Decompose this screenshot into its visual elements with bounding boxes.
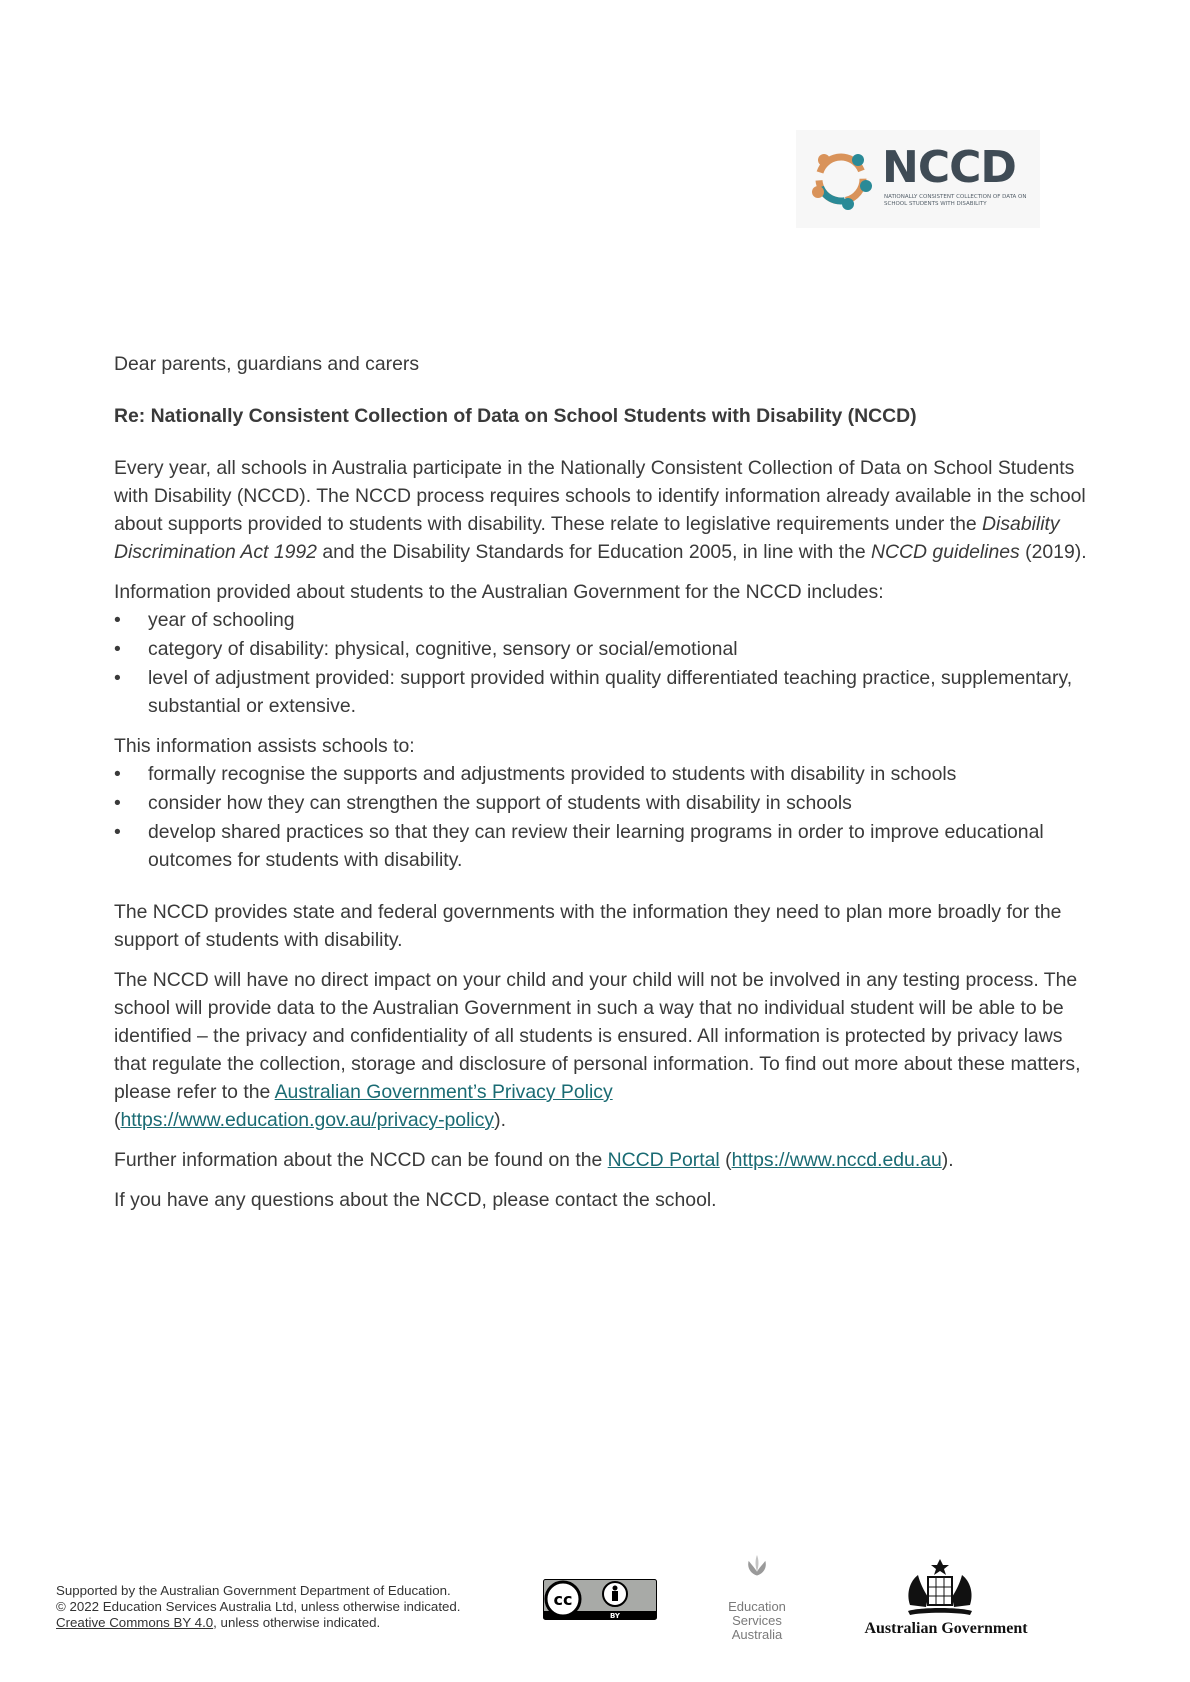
privacy-policy-link[interactable]: Australian Government’s Privacy Policy xyxy=(274,1081,613,1103)
commonwealth-coat-of-arms-icon xyxy=(900,1557,980,1621)
list-item-text: category of disability: physical, cognitive, sensory or social/emotional xyxy=(148,638,738,660)
bullet-icon: • xyxy=(114,792,121,814)
bullet-icon: • xyxy=(114,638,121,660)
info-intro: Information provided about students to the Australian Government for the NCCD includes: xyxy=(114,581,884,603)
further-text: Further information about the NCCD can be found on the xyxy=(114,1149,608,1171)
nccd-url-link[interactable]: https://www.nccd.edu.au xyxy=(731,1149,942,1171)
footer-line-1: Supported by the Australian Government Department of Education. xyxy=(56,1583,451,1598)
cc-label: cc xyxy=(553,1590,573,1609)
list-item xyxy=(114,606,1094,634)
footer-line-2: © 2022 Education Services Australia Ltd, unless otherwise indicated. xyxy=(56,1599,461,1614)
questions-paragraph: If you have any questions about the NCCD, please contact the school. xyxy=(114,1189,717,1211)
privacy-close: ). xyxy=(494,1109,506,1131)
act-title: Disability Discrimination Act 1992 xyxy=(114,513,1060,563)
intro-text-3: (2019). xyxy=(1019,541,1087,563)
greeting: Dear parents, guardians and carers xyxy=(114,353,420,375)
list-item xyxy=(114,664,1094,720)
bullet-icon: • xyxy=(114,763,121,785)
bullet-icon: • xyxy=(114,609,121,631)
list-item-text: year of schooling xyxy=(148,609,295,631)
nccd-portal-link[interactable]: NCCD Portal xyxy=(607,1149,720,1171)
education-services-australia-logo-icon xyxy=(722,1554,792,1600)
list-item-text: consider how they can strengthen the support of students with disability in schools xyxy=(148,792,852,814)
privacy-text: The NCCD will have no direct impact on your child and your child will not be involved in any testing process. The school will provide data to the Australian Government in such a way that no individual student will be able to be identified – the privacy and confidentiality of all students is ensured. All information is protected by privacy laws that regulate the collection, storage and disclosure of personal information. To find out more about these matters, please refer to the xyxy=(114,969,1081,1103)
footer-line-3 xyxy=(56,1615,536,1631)
privacy-url-link[interactable]: https://www.education.gov.au/privacy-policy xyxy=(120,1109,495,1131)
bullet-icon: • xyxy=(114,821,121,843)
further-close: ). xyxy=(941,1149,954,1171)
logo-wordmark: NCCD xyxy=(882,142,1016,193)
nccd-logo xyxy=(796,130,1040,228)
list-item xyxy=(114,635,1094,663)
government-paragraph: The NCCD provides state and federal governments with the information they need to plan more broadly for the support of students with disability. xyxy=(114,901,1062,951)
by-label: BY xyxy=(609,1612,621,1620)
further-open-paren: ( xyxy=(719,1149,732,1171)
intro-text-1: Every year, all schools in Australia participate in the Nationally Consistent Collection of Data on School Students with Disability (NCCD). The NCCD process requires schools to identify information already available in the school about supports provided to students with disability. These relate to legislative requirements under the xyxy=(114,457,1086,535)
further-info-paragraph xyxy=(114,1146,1094,1174)
esa-label: Education Services Australia xyxy=(728,1599,786,1642)
nccd-people-circle-icon xyxy=(810,148,872,210)
info-list xyxy=(114,606,1094,720)
privacy-paragraph xyxy=(114,966,1094,1134)
bullet-icon: • xyxy=(114,667,121,689)
list-item xyxy=(114,789,1094,817)
privacy-open-paren: ( xyxy=(114,1109,121,1131)
assist-intro: This information assists schools to: xyxy=(114,735,415,757)
list-item-text: develop shared practices so that they can review their learning programs in order to improve educational outcomes for students with disability. xyxy=(148,821,1044,871)
letter-body xyxy=(114,350,1094,1214)
intro-text-2: and the Disability Standards for Education 2005, in line with the xyxy=(316,541,872,563)
guidelines-title: NCCD guidelines xyxy=(871,541,1020,563)
australian-government-label: Australian Government xyxy=(864,1620,1028,1637)
list-item xyxy=(114,818,1094,874)
cc-by-icon xyxy=(543,1579,657,1620)
list-item-text: level of adjustment provided: support provided within quality differentiated teaching practice, supplementary, substantial or extensive. xyxy=(148,667,1073,717)
footer-credits xyxy=(56,1583,536,1631)
list-item xyxy=(114,760,1094,788)
logo-subtitle: NATIONALLY CONSISTENT COLLECTION OF DATA ON SCHOOL STUDENTS WITH DISABILITY xyxy=(884,194,1027,207)
assist-list xyxy=(114,760,1094,874)
subject-line: Re: Nationally Consistent Collection of Data on School Students with Disability (NCCD) xyxy=(114,405,917,427)
creative-commons-link[interactable]: Creative Commons BY 4.0 xyxy=(56,1615,214,1630)
intro-paragraph xyxy=(114,454,1094,566)
list-item-text: formally recognise the supports and adjustments provided to students with disability in schools xyxy=(148,763,957,785)
footer-line-3-rest: , unless otherwise indicated. xyxy=(213,1615,381,1630)
